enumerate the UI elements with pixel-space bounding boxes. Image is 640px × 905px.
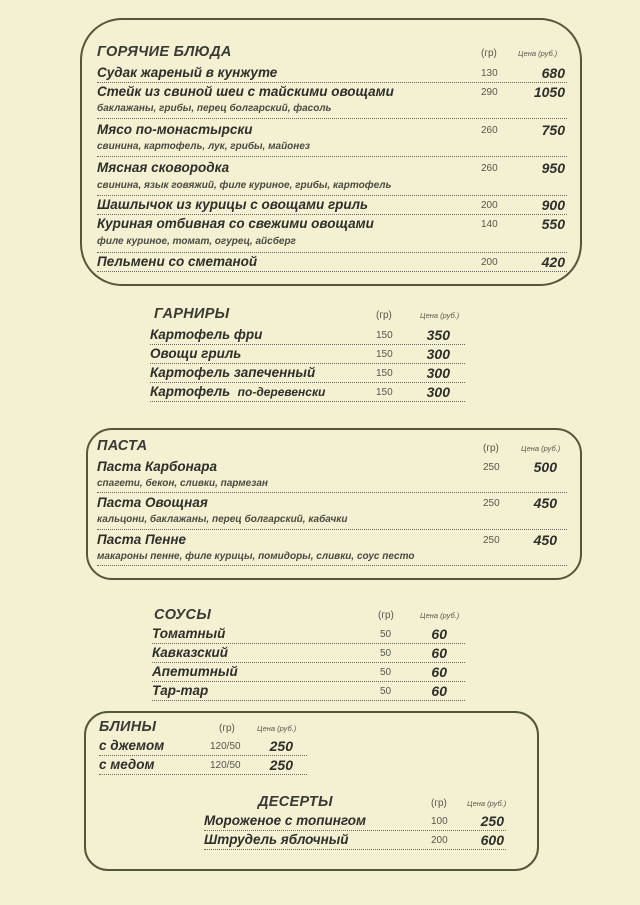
item-weight: 50: [380, 648, 392, 659]
item-description: свинина, картофель, лук, грибы, майонез: [97, 141, 310, 152]
item-price: 250: [480, 813, 504, 829]
item-weight: 200: [481, 200, 498, 211]
item-weight: 250: [483, 462, 500, 473]
item-price: 300: [426, 384, 450, 400]
weight-header: (гр): [378, 610, 394, 621]
item-name: Паста Карбонара: [97, 459, 218, 474]
menu-item: [150, 345, 465, 364]
item-weight: 120/50: [210, 741, 241, 752]
item-weight: 250: [483, 498, 500, 509]
menu-item: [150, 326, 465, 345]
item-name: с джемом: [99, 738, 165, 753]
price-header: Цена (руб.): [518, 49, 558, 58]
item-name: Пельмени со сметаной: [97, 254, 258, 269]
item-name: [150, 384, 325, 399]
item-weight: 150: [376, 368, 393, 379]
item-price: 60: [431, 683, 447, 699]
hot-dishes-title: ГОРЯЧИЕ БЛЮДА: [97, 44, 232, 60]
price-header: Цена (руб.): [521, 444, 561, 453]
item-description: макароны пенне, филе курицы, помидоры, сливки, соус песто: [97, 551, 415, 562]
item-price: 300: [426, 365, 450, 381]
item-weight: 200: [431, 835, 448, 846]
menu-item: [150, 364, 465, 383]
item-weight: 250: [483, 535, 500, 546]
menu-item: [97, 531, 567, 566]
menu-item: [97, 215, 567, 253]
item-weight: 150: [376, 330, 393, 341]
item-name: Тар-тар: [152, 683, 209, 698]
menu-item: [97, 120, 567, 157]
item-name: Овощи гриль: [150, 346, 242, 361]
garnish-title: ГАРНИРЫ: [154, 306, 230, 322]
item-weight: 120/50: [210, 760, 241, 771]
item-weight: 100: [431, 816, 448, 827]
item-price: 1050: [533, 84, 565, 100]
menu-item: [152, 663, 465, 682]
item-name: с медом: [99, 757, 155, 772]
item-price: 680: [541, 65, 565, 81]
menu-item: [97, 494, 567, 530]
item-price: 950: [541, 160, 565, 176]
menu-item: [99, 756, 307, 775]
price-header: Цена (руб.): [420, 611, 460, 620]
item-price: 550: [541, 216, 565, 232]
item-weight: 290: [481, 87, 498, 98]
weight-header: (гр): [431, 798, 447, 809]
item-price: 600: [480, 832, 504, 848]
item-name: Картофель запеченный: [150, 365, 316, 380]
item-name: Апетитный: [152, 664, 238, 679]
item-price: 420: [541, 254, 565, 270]
menu-item: [97, 196, 567, 215]
item-price: 300: [426, 346, 450, 362]
item-description: спагети, бекон, сливки, пармезан: [97, 478, 268, 489]
item-price: 350: [426, 327, 450, 343]
item-name: Томатный: [152, 626, 226, 641]
item-name: Куриная отбивная со свежими овощами: [97, 216, 374, 231]
menu-item: [97, 253, 567, 272]
menu-item: [152, 682, 465, 701]
item-name: Мясо по-монастырски: [97, 122, 253, 137]
item-price: 60: [431, 626, 447, 642]
weight-header: (гр): [483, 443, 499, 454]
price-header: Цена (руб.): [257, 724, 297, 733]
item-name: Штрудель яблочный: [204, 832, 349, 847]
menu-item: [152, 625, 465, 644]
menu-item: [204, 812, 506, 831]
item-description: свинина, язык говяжий, филе куриное, грибы, картофель: [97, 180, 392, 191]
item-price: 450: [533, 532, 557, 548]
item-name: Мясная сковородка: [97, 160, 230, 175]
menu-item: [150, 383, 465, 402]
item-name: Стейк из свиной шеи с тайскими овощами: [97, 84, 394, 99]
menu-item: [97, 158, 567, 196]
weight-header: (гр): [481, 48, 497, 59]
item-price: 60: [431, 645, 447, 661]
item-name: Шашлычок из курицы с овощами гриль: [97, 197, 369, 212]
weight-header: (гр): [376, 310, 392, 321]
item-weight: 260: [481, 125, 498, 136]
item-name: Кавказский: [152, 645, 229, 660]
item-name-part: по-деревенски: [237, 385, 326, 399]
item-price: 250: [269, 757, 293, 773]
item-name: Паста Пенне: [97, 532, 187, 547]
price-header: Цена (руб.): [467, 799, 507, 808]
item-price: 500: [533, 459, 557, 475]
price-header: Цена (руб.): [420, 311, 460, 320]
item-price: 250: [269, 738, 293, 754]
item-weight: 130: [481, 68, 498, 79]
item-name: Судак жареный в кунжуте: [97, 65, 278, 80]
item-weight: 50: [380, 667, 392, 678]
menu-item: [97, 83, 567, 119]
item-name-part: Картофель: [150, 384, 231, 399]
item-price: 750: [541, 122, 565, 138]
item-weight: 260: [481, 163, 498, 174]
item-description: филе куриное, томат, огурец, айсберг: [97, 236, 296, 247]
menu-item: [152, 644, 465, 663]
item-description: баклажаны, грибы, перец болгарский, фасоль: [97, 103, 332, 114]
sauces-title: СОУСЫ: [154, 607, 212, 623]
desserts-title: ДЕСЕРТЫ: [258, 794, 333, 810]
item-price: 60: [431, 664, 447, 680]
item-name: Паста Овощная: [97, 495, 208, 510]
weight-header: (гр): [219, 723, 235, 734]
item-weight: 140: [481, 219, 498, 230]
item-weight: 200: [481, 257, 498, 268]
item-price: 450: [533, 495, 557, 511]
item-price: 900: [541, 197, 565, 213]
pasta-title: ПАСТА: [97, 438, 148, 454]
item-weight: 50: [380, 686, 392, 697]
item-weight: 50: [380, 629, 392, 640]
item-name: Картофель фри: [150, 327, 263, 342]
item-description: кальцони, баклажаны, перец болгарский, кабачки: [97, 514, 348, 525]
pancakes-title: БЛИНЫ: [99, 719, 157, 735]
item-weight: 150: [376, 387, 393, 398]
menu-item: [97, 64, 567, 83]
menu-item: [97, 458, 567, 493]
menu-item: [99, 737, 307, 756]
item-weight: 150: [376, 349, 393, 360]
item-name: Мороженое с топингом: [204, 813, 366, 828]
menu-item: [204, 831, 506, 850]
